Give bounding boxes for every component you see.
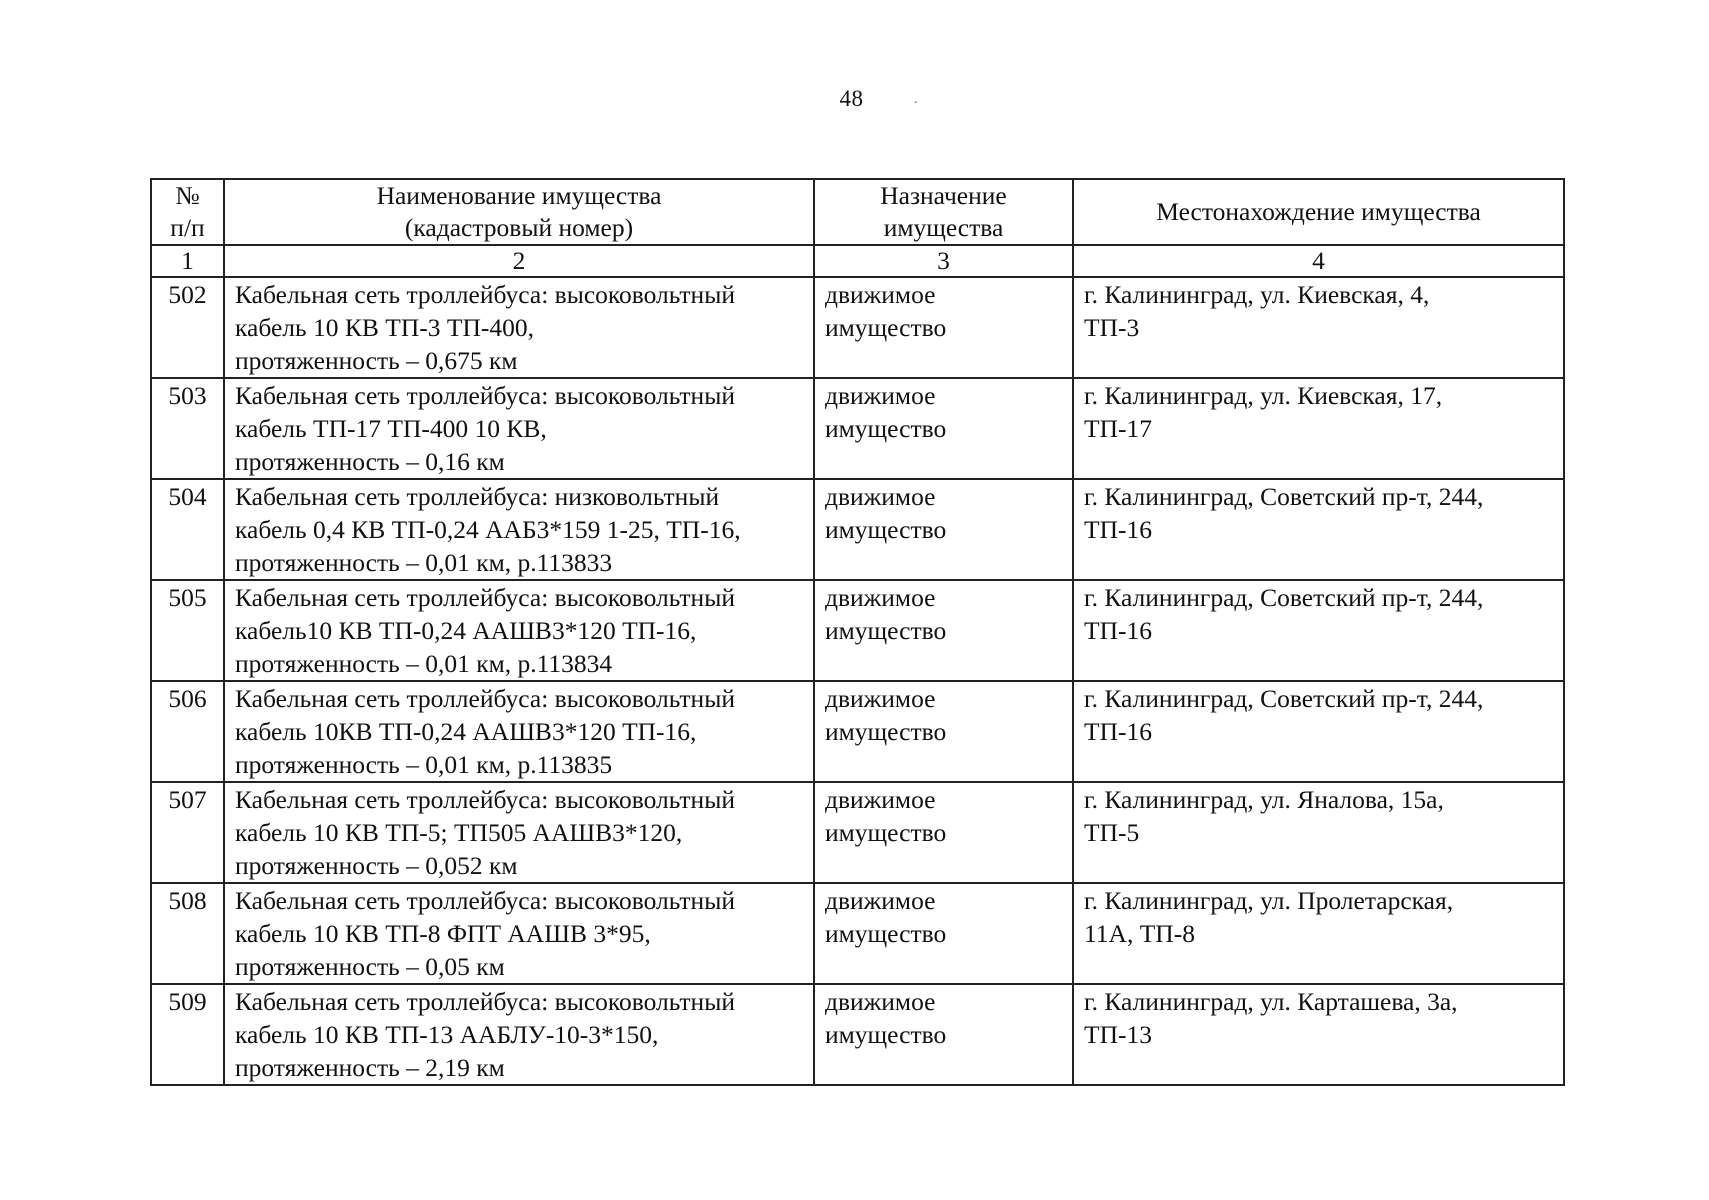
location-line: г. Калининград, ул. Киевская, 4, (1084, 280, 1430, 309)
property-name-line: протяженность – 0,675 км (235, 346, 518, 375)
property-name-cell (224, 883, 814, 984)
table-row (151, 580, 1564, 681)
table-row (151, 984, 1564, 1085)
purpose-cell (814, 681, 1073, 782)
location-line: ТП-5 (1084, 818, 1140, 847)
location-cell (1073, 782, 1564, 883)
purpose-cell (814, 883, 1073, 984)
header-line: Наименование имущества (376, 181, 662, 210)
location-cell (1073, 479, 1564, 580)
purpose-line: движимое (825, 785, 936, 814)
header-purpose (814, 179, 1073, 245)
property-name-line: Кабельная сеть троллейбуса: высоковольтный (235, 583, 735, 612)
column-number: 2 (224, 245, 814, 277)
row-number: 504 (151, 479, 224, 580)
location-line: ТП-16 (1084, 616, 1152, 645)
location-line: г. Калининград, ул. Яналова, 15а, (1084, 785, 1444, 814)
column-number: 3 (814, 245, 1073, 277)
property-name-line: протяженность – 0,01 км, р.113835 (235, 750, 613, 779)
purpose-line: движимое (825, 381, 936, 410)
header-line: № (175, 181, 200, 210)
property-name-line: Кабельная сеть троллейбуса: высоковольтный (235, 684, 735, 713)
header-line: Назначение (880, 181, 1007, 210)
property-name-line: кабель 10 КВ ТП-5; ТП505 ААШВ3*120, (235, 818, 683, 847)
property-name-line: протяженность – 0,16 км (235, 447, 505, 476)
purpose-cell (814, 277, 1073, 378)
property-name-line: протяженность – 0,052 км (235, 851, 518, 880)
row-number: 502 (151, 277, 224, 378)
location-cell (1073, 681, 1564, 782)
row-number: 505 (151, 580, 224, 681)
property-name-cell (224, 984, 814, 1085)
location-cell (1073, 277, 1564, 378)
property-name-line: Кабельная сеть троллейбуса: высоковольтный (235, 280, 735, 309)
property-name-line: кабель 10 КВ ТП-8 ФПТ ААШВ 3*95, (235, 919, 651, 948)
row-number: 507 (151, 782, 224, 883)
property-name-line: кабель 0,4 КВ ТП-0,24 ААБ3*159 1-25, ТП-16, (235, 515, 741, 544)
purpose-line: имущество (825, 515, 947, 544)
purpose-line: движимое (825, 280, 936, 309)
header-no (151, 179, 224, 245)
purpose-line: движимое (825, 482, 936, 511)
location-line: г. Калининград, ул. Карташева, 3а, (1084, 987, 1458, 1016)
table-row (151, 883, 1564, 984)
property-name-line: Кабельная сеть троллейбуса: высоковольтный (235, 381, 735, 410)
location-line: г. Калининград, ул. Пролетарская, (1084, 886, 1454, 915)
property-name-line: кабель 10 КВ ТП-3 ТП-400, (235, 313, 534, 342)
purpose-line: имущество (825, 1020, 947, 1049)
property-table (150, 178, 1565, 1086)
purpose-line: имущество (825, 919, 947, 948)
location-line: ТП-3 (1084, 313, 1140, 342)
location-line: ТП-17 (1084, 414, 1152, 443)
purpose-cell (814, 378, 1073, 479)
location-line: г. Калининград, Советский пр-т, 244, (1084, 482, 1484, 511)
purpose-cell (814, 984, 1073, 1085)
location-line: ТП-16 (1084, 717, 1152, 746)
property-name-cell (224, 277, 814, 378)
location-line: 11А, ТП-8 (1084, 919, 1195, 948)
row-number: 508 (151, 883, 224, 984)
purpose-line: имущество (825, 313, 947, 342)
header-line: имущества (883, 213, 1004, 242)
row-number: 509 (151, 984, 224, 1085)
location-cell (1073, 883, 1564, 984)
header-line: (кадастровый номер) (404, 213, 634, 242)
table-row (151, 378, 1564, 479)
table-row (151, 782, 1564, 883)
property-name-line: Кабельная сеть троллейбуса: низковольтный (235, 482, 720, 511)
property-name-cell (224, 479, 814, 580)
column-number: 1 (151, 245, 224, 277)
row-number: 506 (151, 681, 224, 782)
location-line: ТП-16 (1084, 515, 1152, 544)
header-location (1073, 179, 1564, 245)
page-number (0, 86, 1709, 112)
property-name-line: протяженность – 0,01 км, р.113834 (235, 649, 613, 678)
property-name-line: Кабельная сеть троллейбуса: высоковольтный (235, 886, 735, 915)
page-mark: . (914, 92, 918, 107)
purpose-line: движимое (825, 987, 936, 1016)
table-row (151, 479, 1564, 580)
location-cell (1073, 580, 1564, 681)
property-name-cell (224, 378, 814, 479)
property-name-line: кабель 10 КВ ТП-13 ААБЛУ-10-3*150, (235, 1020, 659, 1049)
property-name-line: протяженность – 0,05 км (235, 952, 505, 981)
property-name-cell (224, 681, 814, 782)
location-line: ТП-13 (1084, 1020, 1152, 1049)
purpose-cell (814, 479, 1073, 580)
column-number: 4 (1073, 245, 1564, 277)
property-name-line: кабель 10КВ ТП-0,24 ААШВ3*120 ТП-16, (235, 717, 697, 746)
page-number-text: 48 (839, 86, 864, 111)
header-line: Местонахождение имущества (1156, 197, 1481, 226)
location-line: г. Калининград, Советский пр-т, 244, (1084, 684, 1484, 713)
purpose-line: имущество (825, 717, 947, 746)
purpose-line: имущество (825, 616, 947, 645)
header-row (151, 179, 1564, 245)
column-number-row (151, 245, 1564, 277)
property-name-line: Кабельная сеть троллейбуса: высоковольтный (235, 785, 735, 814)
purpose-line: имущество (825, 414, 947, 443)
property-name-line: протяженность – 2,19 км (235, 1053, 505, 1082)
purpose-line: имущество (825, 818, 947, 847)
property-name-cell (224, 782, 814, 883)
property-name-cell (224, 580, 814, 681)
table-row (151, 681, 1564, 782)
purpose-line: движимое (825, 886, 936, 915)
header-line: п/п (170, 213, 205, 242)
location-line: г. Калининград, Советский пр-т, 244, (1084, 583, 1484, 612)
purpose-cell (814, 782, 1073, 883)
property-name-line: кабель10 КВ ТП-0,24 ААШВ3*120 ТП-16, (235, 616, 697, 645)
purpose-line: движимое (825, 583, 936, 612)
location-cell (1073, 984, 1564, 1085)
row-number: 503 (151, 378, 224, 479)
purpose-line: движимое (825, 684, 936, 713)
table-row (151, 277, 1564, 378)
property-name-line: кабель ТП-17 ТП-400 10 КВ, (235, 414, 547, 443)
location-line: г. Калининград, ул. Киевская, 17, (1084, 381, 1443, 410)
property-name-line: Кабельная сеть троллейбуса: высоковольтный (235, 987, 735, 1016)
location-cell (1073, 378, 1564, 479)
purpose-cell (814, 580, 1073, 681)
header-name (224, 179, 814, 245)
property-name-line: протяженность – 0,01 км, р.113833 (235, 548, 613, 577)
